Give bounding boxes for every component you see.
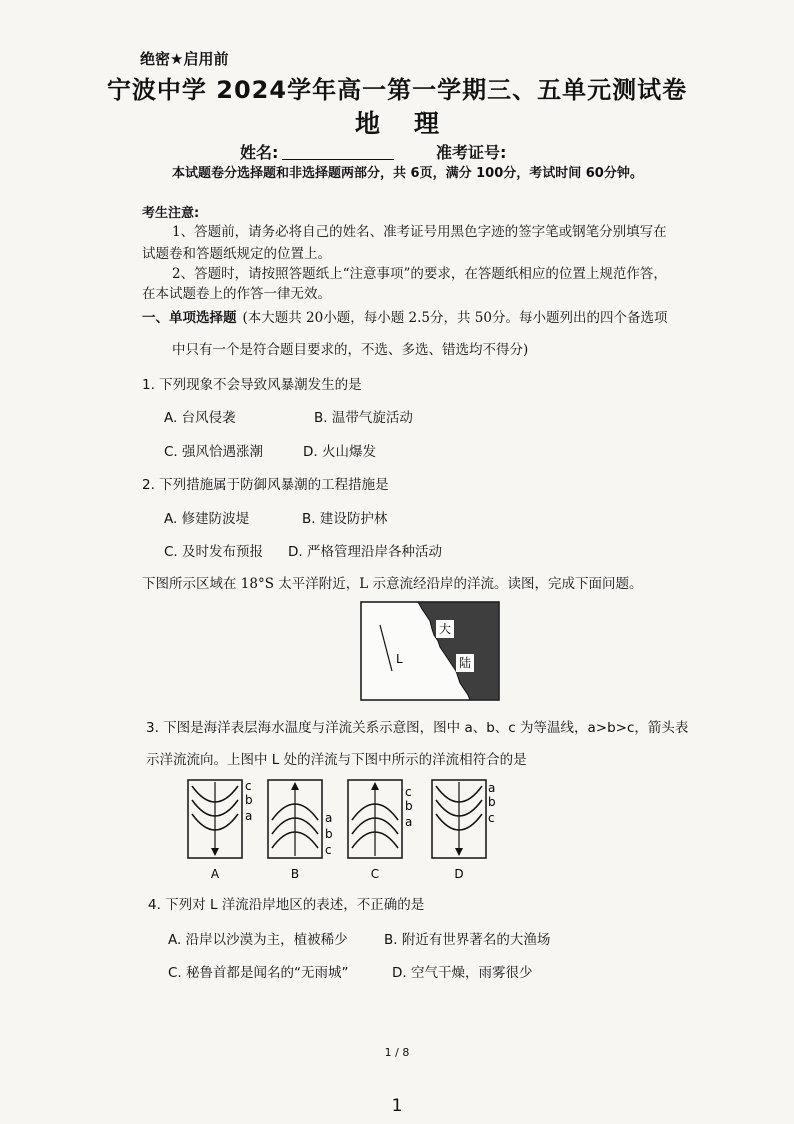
isotherm-diagrams xyxy=(180,776,500,882)
diagram-a-side-3: a xyxy=(245,809,253,823)
page-number-small: 1 / 8 xyxy=(384,1046,410,1059)
diagram-a-label: A xyxy=(210,867,220,881)
subject-title: 地理 xyxy=(354,109,473,138)
diagram-c xyxy=(348,780,413,881)
q1-stem: 1. 下列现象不会导致风暴潮发生的是 xyxy=(142,377,362,393)
diagram-c-side-2: b xyxy=(405,799,413,813)
notes-heading: 考生注意: xyxy=(142,206,200,221)
confidential-label: 绝密★启用前 xyxy=(140,50,229,68)
section-1-heading xyxy=(142,306,667,326)
diagram-c-arrow-head xyxy=(371,782,379,790)
diagram-c-side-1: c xyxy=(405,785,412,799)
q4-option-c: C. 秘鲁首都是闻名的“无雨城” xyxy=(168,965,349,981)
q2-option-b: B. 建设防护林 xyxy=(302,511,388,527)
name-field xyxy=(240,140,394,163)
section-1-text-line-2: 中只有一个是符合题目要求的，不选、多选、错选均不得分) xyxy=(172,342,529,358)
map-label-lu: 陆 xyxy=(458,656,472,670)
name-label: 姓名: xyxy=(240,143,279,162)
diagram-b-side-3: c xyxy=(325,843,332,857)
q2-stem: 2. 下列措施属于防御风暴潮的工程措施是 xyxy=(142,477,389,493)
map-label-da: 大 xyxy=(438,622,452,636)
q2-option-a: A. 修建防波堤 xyxy=(164,511,250,527)
q2-option-d: D. 严格管理沿岸各种活动 xyxy=(288,544,442,560)
diagram-b-label: B xyxy=(290,867,300,881)
q3-line-1: 3. 下图是海洋表层海水温度与洋流关系示意图，图中 a、b、c 为等温线，a>b>c，箭头表 xyxy=(146,720,689,736)
diagram-c-label: C xyxy=(370,867,380,881)
diagram-b xyxy=(268,780,333,881)
section-1-text-line-1: (本大题共 20小题，每小题 2.5分，共 50分。每小题列出的四个备选项 xyxy=(242,310,668,326)
coastal-map xyxy=(360,601,500,701)
diagram-d-side-1: a xyxy=(488,781,496,795)
q3-line-2: 示洋流流向。上图中 L 处的洋流与下图中所示的洋流相符合的是 xyxy=(146,752,527,768)
exam-title: 宁波中学 2024学年高一第一学期三、五单元测试卷 xyxy=(106,76,688,104)
q4-option-d: D. 空气干燥，雨雾很少 xyxy=(392,965,533,981)
page-number-large: 1 xyxy=(391,1096,403,1116)
section-1-title: 一、单项选择题 xyxy=(142,310,237,326)
diagram-b-side-1: a xyxy=(325,811,333,825)
diagram-d xyxy=(432,780,496,881)
map-label-l: L xyxy=(396,652,403,666)
q1-option-c: C. 强风恰遇涨潮 xyxy=(164,444,264,460)
map-intro: 下图所示区域在 18°S 太平洋附近，L 示意流经沿岸的洋流。读图，完成下面问题。 xyxy=(142,576,643,592)
diagram-b-arrow-head xyxy=(291,782,299,790)
diagram-a xyxy=(188,779,253,881)
q1-option-b: B. 温带气旋活动 xyxy=(314,410,413,426)
q1-option-a: A. 台风侵袭 xyxy=(164,410,236,426)
q4-stem: 4. 下列对 L 洋流沿岸地区的表述，不正确的是 xyxy=(148,897,425,913)
exam-id-label: 准考证号: xyxy=(436,143,507,162)
q4-option-a: A. 沿岸以沙漠为主，植被稀少 xyxy=(168,932,348,948)
note-item-2-line-1: 2、答题时，请按照答题纸上“注意事项”的要求，在答题纸相应的位置上规范作答， xyxy=(172,266,667,282)
q2-option-c: C. 及时发布预报 xyxy=(164,544,264,560)
diagram-a-arrow-head xyxy=(211,848,219,856)
diagram-c-side-3: a xyxy=(405,815,413,829)
q1-option-d: D. 火山爆发 xyxy=(303,444,376,460)
diagram-d-label: D xyxy=(454,867,464,881)
diagram-a-side-1: c xyxy=(245,779,252,793)
note-item-1-line-2: 试题卷和答题纸规定的位置上。 xyxy=(142,246,331,262)
diagram-b-side-2: b xyxy=(325,827,333,841)
diagram-a-side-2: b xyxy=(245,793,253,807)
note-item-2-line-2: 在本试题卷上的作答一律无效。 xyxy=(142,286,331,302)
note-item-1-line-1: 1、答题前，请务必将自己的姓名、准考证号用黑色字迹的签字笔或钢笔分别填写在 xyxy=(172,224,667,240)
diagram-d-side-3: c xyxy=(488,811,495,825)
diagram-d-side-2: b xyxy=(488,795,496,809)
exam-description: 本试题卷分选择题和非选择题两部分，共 6页，满分 100分，考试时间 60分钟。 xyxy=(172,166,643,181)
name-blank xyxy=(282,159,394,160)
q4-option-b: B. 附近有世界著名的大渔场 xyxy=(384,932,551,948)
diagram-d-arrow-head xyxy=(455,848,463,856)
